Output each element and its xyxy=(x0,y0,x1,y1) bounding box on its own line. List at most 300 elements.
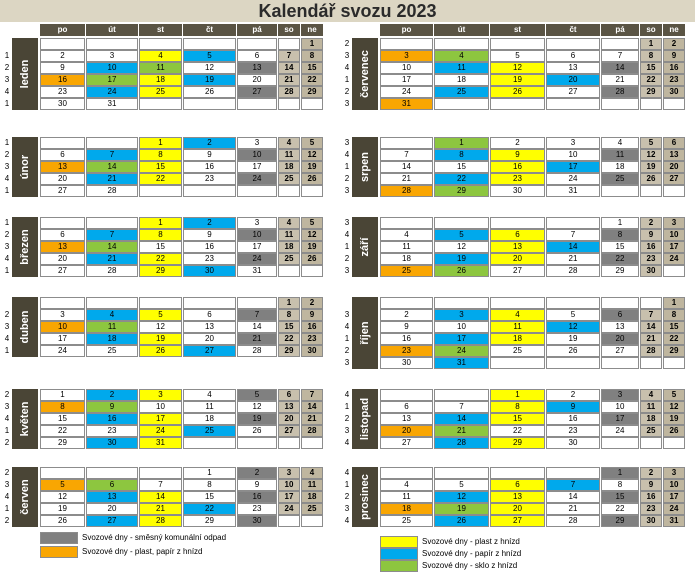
day-cell: 16 xyxy=(380,333,433,345)
day-cell: 29 xyxy=(601,515,639,527)
day-cell: 9 xyxy=(663,50,685,62)
day-cell: 9 xyxy=(490,149,545,161)
day-cell: 19 xyxy=(490,74,545,86)
day-cell: 7 xyxy=(86,149,138,161)
day-cell: 10 xyxy=(380,62,433,74)
day-cell xyxy=(640,437,662,449)
legend-swatch xyxy=(380,536,418,548)
month-name: únor xyxy=(19,154,31,180)
day-cell: 4 xyxy=(278,217,300,229)
day-header-0: po xyxy=(380,24,433,36)
day-cell: 15 xyxy=(663,321,685,333)
day-cell: 25 xyxy=(434,86,489,98)
day-cell: 28 xyxy=(237,345,277,357)
month-label-říjen xyxy=(352,297,378,369)
day-cell: 19 xyxy=(546,333,600,345)
day-cell xyxy=(663,185,685,197)
day-cell: 20 xyxy=(183,333,236,345)
day-cell xyxy=(434,297,489,309)
day-cell: 29 xyxy=(139,265,182,277)
day-cell: 27 xyxy=(546,86,600,98)
week-number: 4 xyxy=(344,230,350,239)
day-cell: 24 xyxy=(601,425,639,437)
week-number: 3 xyxy=(344,266,350,275)
day-cell: 25 xyxy=(278,173,300,185)
week-number: 2 xyxy=(344,39,350,48)
day-cell xyxy=(301,265,323,277)
day-cell: 18 xyxy=(278,241,300,253)
day-cell: 20 xyxy=(40,253,85,265)
day-cell: 6 xyxy=(40,149,85,161)
week-number: 1 xyxy=(4,346,10,355)
day-cell: 16 xyxy=(237,491,277,503)
week-number: 1 xyxy=(4,426,10,435)
day-cell: 4 xyxy=(380,229,433,241)
day-cell: 20 xyxy=(490,503,545,515)
day-cell: 23 xyxy=(380,345,433,357)
day-cell xyxy=(434,217,489,229)
day-cell: 4 xyxy=(183,389,236,401)
day-cell: 31 xyxy=(380,98,433,110)
legend-text: Svozové dny - sklo z hnízd xyxy=(422,561,518,570)
day-cell: 12 xyxy=(183,62,236,74)
day-cell: 6 xyxy=(278,389,300,401)
day-cell: 30 xyxy=(490,185,545,197)
day-cell: 11 xyxy=(490,321,545,333)
day-cell: 10 xyxy=(237,229,277,241)
week-number: 1 xyxy=(4,504,10,513)
month-name: prosinec xyxy=(359,474,371,520)
day-cell: 28 xyxy=(301,425,323,437)
day-cell: 9 xyxy=(183,149,236,161)
day-cell: 31 xyxy=(237,265,277,277)
day-cell xyxy=(40,137,85,149)
week-number: 2 xyxy=(4,150,10,159)
day-cell: 10 xyxy=(663,479,685,491)
day-cell: 25 xyxy=(301,503,323,515)
day-cell: 25 xyxy=(380,265,433,277)
month-label-březen xyxy=(12,217,38,277)
week-number: 1 xyxy=(344,334,350,343)
day-cell: 14 xyxy=(237,321,277,333)
day-cell: 7 xyxy=(640,309,662,321)
day-cell: 23 xyxy=(86,425,138,437)
day-cell: 3 xyxy=(546,137,600,149)
day-cell: 15 xyxy=(301,62,323,74)
day-cell: 7 xyxy=(434,401,489,413)
day-cell: 24 xyxy=(663,503,685,515)
day-cell: 19 xyxy=(301,161,323,173)
day-cell xyxy=(434,467,489,479)
month-name: květen xyxy=(19,401,31,437)
day-cell: 4 xyxy=(640,389,662,401)
day-cell: 7 xyxy=(380,149,433,161)
day-cell xyxy=(434,389,489,401)
day-cell: 15 xyxy=(601,491,639,503)
day-cell: 29 xyxy=(301,86,323,98)
day-cell: 2 xyxy=(86,389,138,401)
day-cell: 20 xyxy=(237,74,277,86)
day-cell: 6 xyxy=(490,479,545,491)
month-name: listopad xyxy=(359,397,371,441)
day-cell xyxy=(601,98,639,110)
day-cell: 17 xyxy=(380,74,433,86)
day-cell xyxy=(183,98,236,110)
day-cell: 28 xyxy=(380,185,433,197)
month-name: říjen xyxy=(359,321,371,345)
day-cell: 17 xyxy=(237,161,277,173)
day-cell: 20 xyxy=(40,173,85,185)
day-cell: 18 xyxy=(434,74,489,86)
day-cell: 9 xyxy=(640,479,662,491)
day-cell: 11 xyxy=(301,479,323,491)
day-cell: 26 xyxy=(434,515,489,527)
week-number: 4 xyxy=(344,63,350,72)
day-cell: 3 xyxy=(663,217,685,229)
day-cell: 14 xyxy=(278,62,300,74)
day-cell: 18 xyxy=(278,161,300,173)
day-cell: 21 xyxy=(434,425,489,437)
day-cell xyxy=(601,297,639,309)
day-cell: 12 xyxy=(237,401,277,413)
day-cell: 1 xyxy=(139,217,182,229)
day-cell: 2 xyxy=(237,467,277,479)
day-cell xyxy=(640,297,662,309)
day-cell: 16 xyxy=(86,413,138,425)
day-cell: 20 xyxy=(278,413,300,425)
week-number: 2 xyxy=(4,438,10,447)
day-cell: 2 xyxy=(490,137,545,149)
day-cell: 23 xyxy=(490,173,545,185)
day-cell: 2 xyxy=(40,50,85,62)
day-cell: 4 xyxy=(139,50,182,62)
day-cell: 11 xyxy=(278,149,300,161)
week-number: 1 xyxy=(4,218,10,227)
day-cell: 13 xyxy=(183,321,236,333)
day-cell: 29 xyxy=(490,437,545,449)
week-number: 2 xyxy=(4,63,10,72)
day-cell: 25 xyxy=(380,515,433,527)
day-cell: 19 xyxy=(139,333,182,345)
day-cell: 8 xyxy=(601,229,639,241)
day-cell: 1 xyxy=(663,297,685,309)
day-cell: 9 xyxy=(237,479,277,491)
day-cell: 13 xyxy=(546,62,600,74)
week-number: 4 xyxy=(344,390,350,399)
month-name: červenec xyxy=(359,50,371,98)
legend-text: Svozové dny - směsný komunální odpad xyxy=(82,533,227,542)
day-cell xyxy=(490,467,545,479)
day-cell: 1 xyxy=(40,389,85,401)
week-number: 3 xyxy=(344,138,350,147)
day-cell: 28 xyxy=(139,515,182,527)
day-cell: 17 xyxy=(86,74,138,86)
day-cell xyxy=(237,38,277,50)
day-cell: 22 xyxy=(183,503,236,515)
day-cell: 7 xyxy=(546,479,600,491)
month-label-červen xyxy=(12,467,38,527)
day-cell: 3 xyxy=(601,389,639,401)
day-cell: 22 xyxy=(640,74,662,86)
week-number: 1 xyxy=(344,402,350,411)
day-cell: 24 xyxy=(434,345,489,357)
day-cell: 8 xyxy=(278,309,300,321)
day-cell: 6 xyxy=(490,229,545,241)
day-cell: 24 xyxy=(139,425,182,437)
day-cell: 23 xyxy=(640,503,662,515)
day-cell: 15 xyxy=(278,321,300,333)
day-cell: 26 xyxy=(301,253,323,265)
day-cell: 25 xyxy=(601,173,639,185)
day-cell: 22 xyxy=(434,173,489,185)
week-number: 2 xyxy=(344,87,350,96)
day-cell: 8 xyxy=(301,50,323,62)
day-cell: 17 xyxy=(663,241,685,253)
month-name: duben xyxy=(19,310,31,344)
week-number: 1 xyxy=(4,138,10,147)
day-cell: 13 xyxy=(663,149,685,161)
day-cell: 1 xyxy=(301,38,323,50)
day-cell: 24 xyxy=(237,173,277,185)
day-cell: 7 xyxy=(139,479,182,491)
day-cell: 30 xyxy=(546,437,600,449)
day-header-6: ne xyxy=(301,24,323,36)
day-cell xyxy=(434,98,489,110)
day-cell: 19 xyxy=(237,413,277,425)
day-header-1: út xyxy=(86,24,138,36)
day-cell: 4 xyxy=(380,479,433,491)
day-cell: 31 xyxy=(434,357,489,369)
week-number: 4 xyxy=(344,322,350,331)
day-cell: 26 xyxy=(663,425,685,437)
week-number: 4 xyxy=(4,254,10,263)
day-cell xyxy=(640,357,662,369)
day-cell: 22 xyxy=(40,425,85,437)
day-cell: 27 xyxy=(380,437,433,449)
day-cell: 26 xyxy=(546,345,600,357)
day-cell: 28 xyxy=(86,265,138,277)
day-cell: 14 xyxy=(434,413,489,425)
day-cell: 3 xyxy=(434,309,489,321)
week-number: 3 xyxy=(4,322,10,331)
day-cell xyxy=(183,185,236,197)
day-cell: 21 xyxy=(301,413,323,425)
day-cell: 30 xyxy=(183,265,236,277)
day-cell: 28 xyxy=(546,265,600,277)
day-cell: 31 xyxy=(139,437,182,449)
day-cell: 3 xyxy=(380,50,433,62)
day-cell: 6 xyxy=(40,229,85,241)
day-cell xyxy=(546,467,600,479)
day-cell: 15 xyxy=(139,241,182,253)
week-number: 1 xyxy=(4,186,10,195)
day-cell: 3 xyxy=(237,217,277,229)
day-cell xyxy=(490,98,545,110)
day-cell: 11 xyxy=(86,321,138,333)
day-cell: 24 xyxy=(40,345,85,357)
day-cell: 9 xyxy=(301,309,323,321)
day-cell: 17 xyxy=(139,413,182,425)
day-cell: 1 xyxy=(139,137,182,149)
day-cell: 4 xyxy=(86,309,138,321)
day-cell xyxy=(546,98,600,110)
day-cell: 11 xyxy=(601,149,639,161)
day-cell: 6 xyxy=(546,50,600,62)
day-cell: 10 xyxy=(601,401,639,413)
day-cell xyxy=(278,437,300,449)
day-cell: 5 xyxy=(237,389,277,401)
day-cell: 12 xyxy=(301,229,323,241)
day-cell: 10 xyxy=(278,479,300,491)
day-cell: 26 xyxy=(237,425,277,437)
week-number: 3 xyxy=(344,310,350,319)
day-cell: 25 xyxy=(278,253,300,265)
day-cell: 12 xyxy=(434,491,489,503)
day-cell: 7 xyxy=(237,309,277,321)
day-cell: 20 xyxy=(490,253,545,265)
day-cell xyxy=(139,185,182,197)
day-cell: 30 xyxy=(301,345,323,357)
day-cell: 23 xyxy=(546,425,600,437)
day-cell: 26 xyxy=(640,173,662,185)
day-cell: 1 xyxy=(434,137,489,149)
day-cell: 1 xyxy=(278,297,300,309)
day-cell xyxy=(301,98,323,110)
day-cell: 22 xyxy=(490,425,545,437)
day-cell: 24 xyxy=(663,253,685,265)
day-cell xyxy=(183,437,236,449)
day-header-4: pá xyxy=(237,24,277,36)
day-cell: 5 xyxy=(40,479,85,491)
day-cell: 13 xyxy=(380,413,433,425)
day-cell xyxy=(601,437,639,449)
week-number: 1 xyxy=(344,480,350,489)
day-cell xyxy=(434,38,489,50)
day-header-5: so xyxy=(278,24,300,36)
day-cell: 11 xyxy=(278,229,300,241)
day-cell: 21 xyxy=(86,173,138,185)
day-cell: 24 xyxy=(380,86,433,98)
day-cell xyxy=(301,437,323,449)
day-cell: 16 xyxy=(640,241,662,253)
day-cell: 14 xyxy=(546,241,600,253)
day-cell: 19 xyxy=(434,503,489,515)
day-cell: 27 xyxy=(490,265,545,277)
day-cell xyxy=(86,297,138,309)
month-label-leden xyxy=(12,38,38,110)
day-cell: 30 xyxy=(663,86,685,98)
day-cell: 5 xyxy=(640,137,662,149)
week-number: 3 xyxy=(344,504,350,513)
day-cell: 25 xyxy=(139,86,182,98)
day-cell: 26 xyxy=(490,86,545,98)
day-cell: 29 xyxy=(601,265,639,277)
day-cell: 22 xyxy=(139,253,182,265)
day-cell: 8 xyxy=(601,479,639,491)
day-cell: 11 xyxy=(139,62,182,74)
day-cell: 28 xyxy=(640,345,662,357)
day-cell: 8 xyxy=(40,401,85,413)
month-label-září xyxy=(352,217,378,277)
day-cell: 11 xyxy=(380,491,433,503)
day-cell: 4 xyxy=(490,309,545,321)
month-name: březen xyxy=(19,229,31,265)
day-cell: 9 xyxy=(183,229,236,241)
day-cell: 13 xyxy=(86,491,138,503)
day-cell: 11 xyxy=(183,401,236,413)
day-cell: 14 xyxy=(601,62,639,74)
day-cell xyxy=(40,217,85,229)
day-cell: 18 xyxy=(139,74,182,86)
day-cell: 14 xyxy=(380,161,433,173)
day-cell: 19 xyxy=(663,413,685,425)
week-number: 2 xyxy=(344,492,350,501)
day-header-2: st xyxy=(139,24,182,36)
week-number: 4 xyxy=(344,150,350,159)
day-cell: 3 xyxy=(663,467,685,479)
day-cell xyxy=(139,98,182,110)
day-header-3: čt xyxy=(546,24,600,36)
day-cell: 14 xyxy=(139,491,182,503)
week-number: 4 xyxy=(4,492,10,501)
day-cell: 8 xyxy=(490,401,545,413)
day-cell xyxy=(490,357,545,369)
day-cell: 6 xyxy=(601,309,639,321)
day-cell: 18 xyxy=(183,413,236,425)
day-cell: 14 xyxy=(640,321,662,333)
day-cell: 31 xyxy=(663,515,685,527)
month-label-listopad xyxy=(352,389,378,449)
legend-text: Svozové dny - papír z hnízd xyxy=(422,549,522,558)
day-cell: 5 xyxy=(139,309,182,321)
day-cell: 20 xyxy=(601,333,639,345)
day-cell: 27 xyxy=(601,345,639,357)
month-label-květen xyxy=(12,389,38,449)
legend-text: Svozové dny - plast z hnízd xyxy=(422,537,520,546)
day-cell xyxy=(380,389,433,401)
day-cell: 23 xyxy=(237,503,277,515)
day-cell: 27 xyxy=(663,173,685,185)
day-cell xyxy=(139,467,182,479)
day-cell: 27 xyxy=(490,515,545,527)
day-cell: 5 xyxy=(301,137,323,149)
week-number: 3 xyxy=(4,162,10,171)
day-cell: 14 xyxy=(546,491,600,503)
week-number: 3 xyxy=(344,99,350,108)
week-number: 2 xyxy=(344,254,350,263)
day-cell: 25 xyxy=(490,345,545,357)
day-cell: 8 xyxy=(139,149,182,161)
week-number: 4 xyxy=(344,468,350,477)
day-cell: 3 xyxy=(86,50,138,62)
day-cell: 13 xyxy=(40,241,85,253)
week-number: 2 xyxy=(344,174,350,183)
day-cell: 11 xyxy=(640,401,662,413)
day-header-6: ne xyxy=(663,24,685,36)
day-cell: 2 xyxy=(546,389,600,401)
day-cell: 17 xyxy=(434,333,489,345)
day-cell: 10 xyxy=(663,229,685,241)
day-cell: 1 xyxy=(640,38,662,50)
day-cell: 13 xyxy=(601,321,639,333)
day-cell: 16 xyxy=(183,161,236,173)
day-cell: 6 xyxy=(237,50,277,62)
day-cell: 27 xyxy=(86,515,138,527)
week-number: 4 xyxy=(4,87,10,96)
day-cell: 15 xyxy=(640,62,662,74)
day-cell: 1 xyxy=(183,467,236,479)
month-name: září xyxy=(359,237,371,257)
